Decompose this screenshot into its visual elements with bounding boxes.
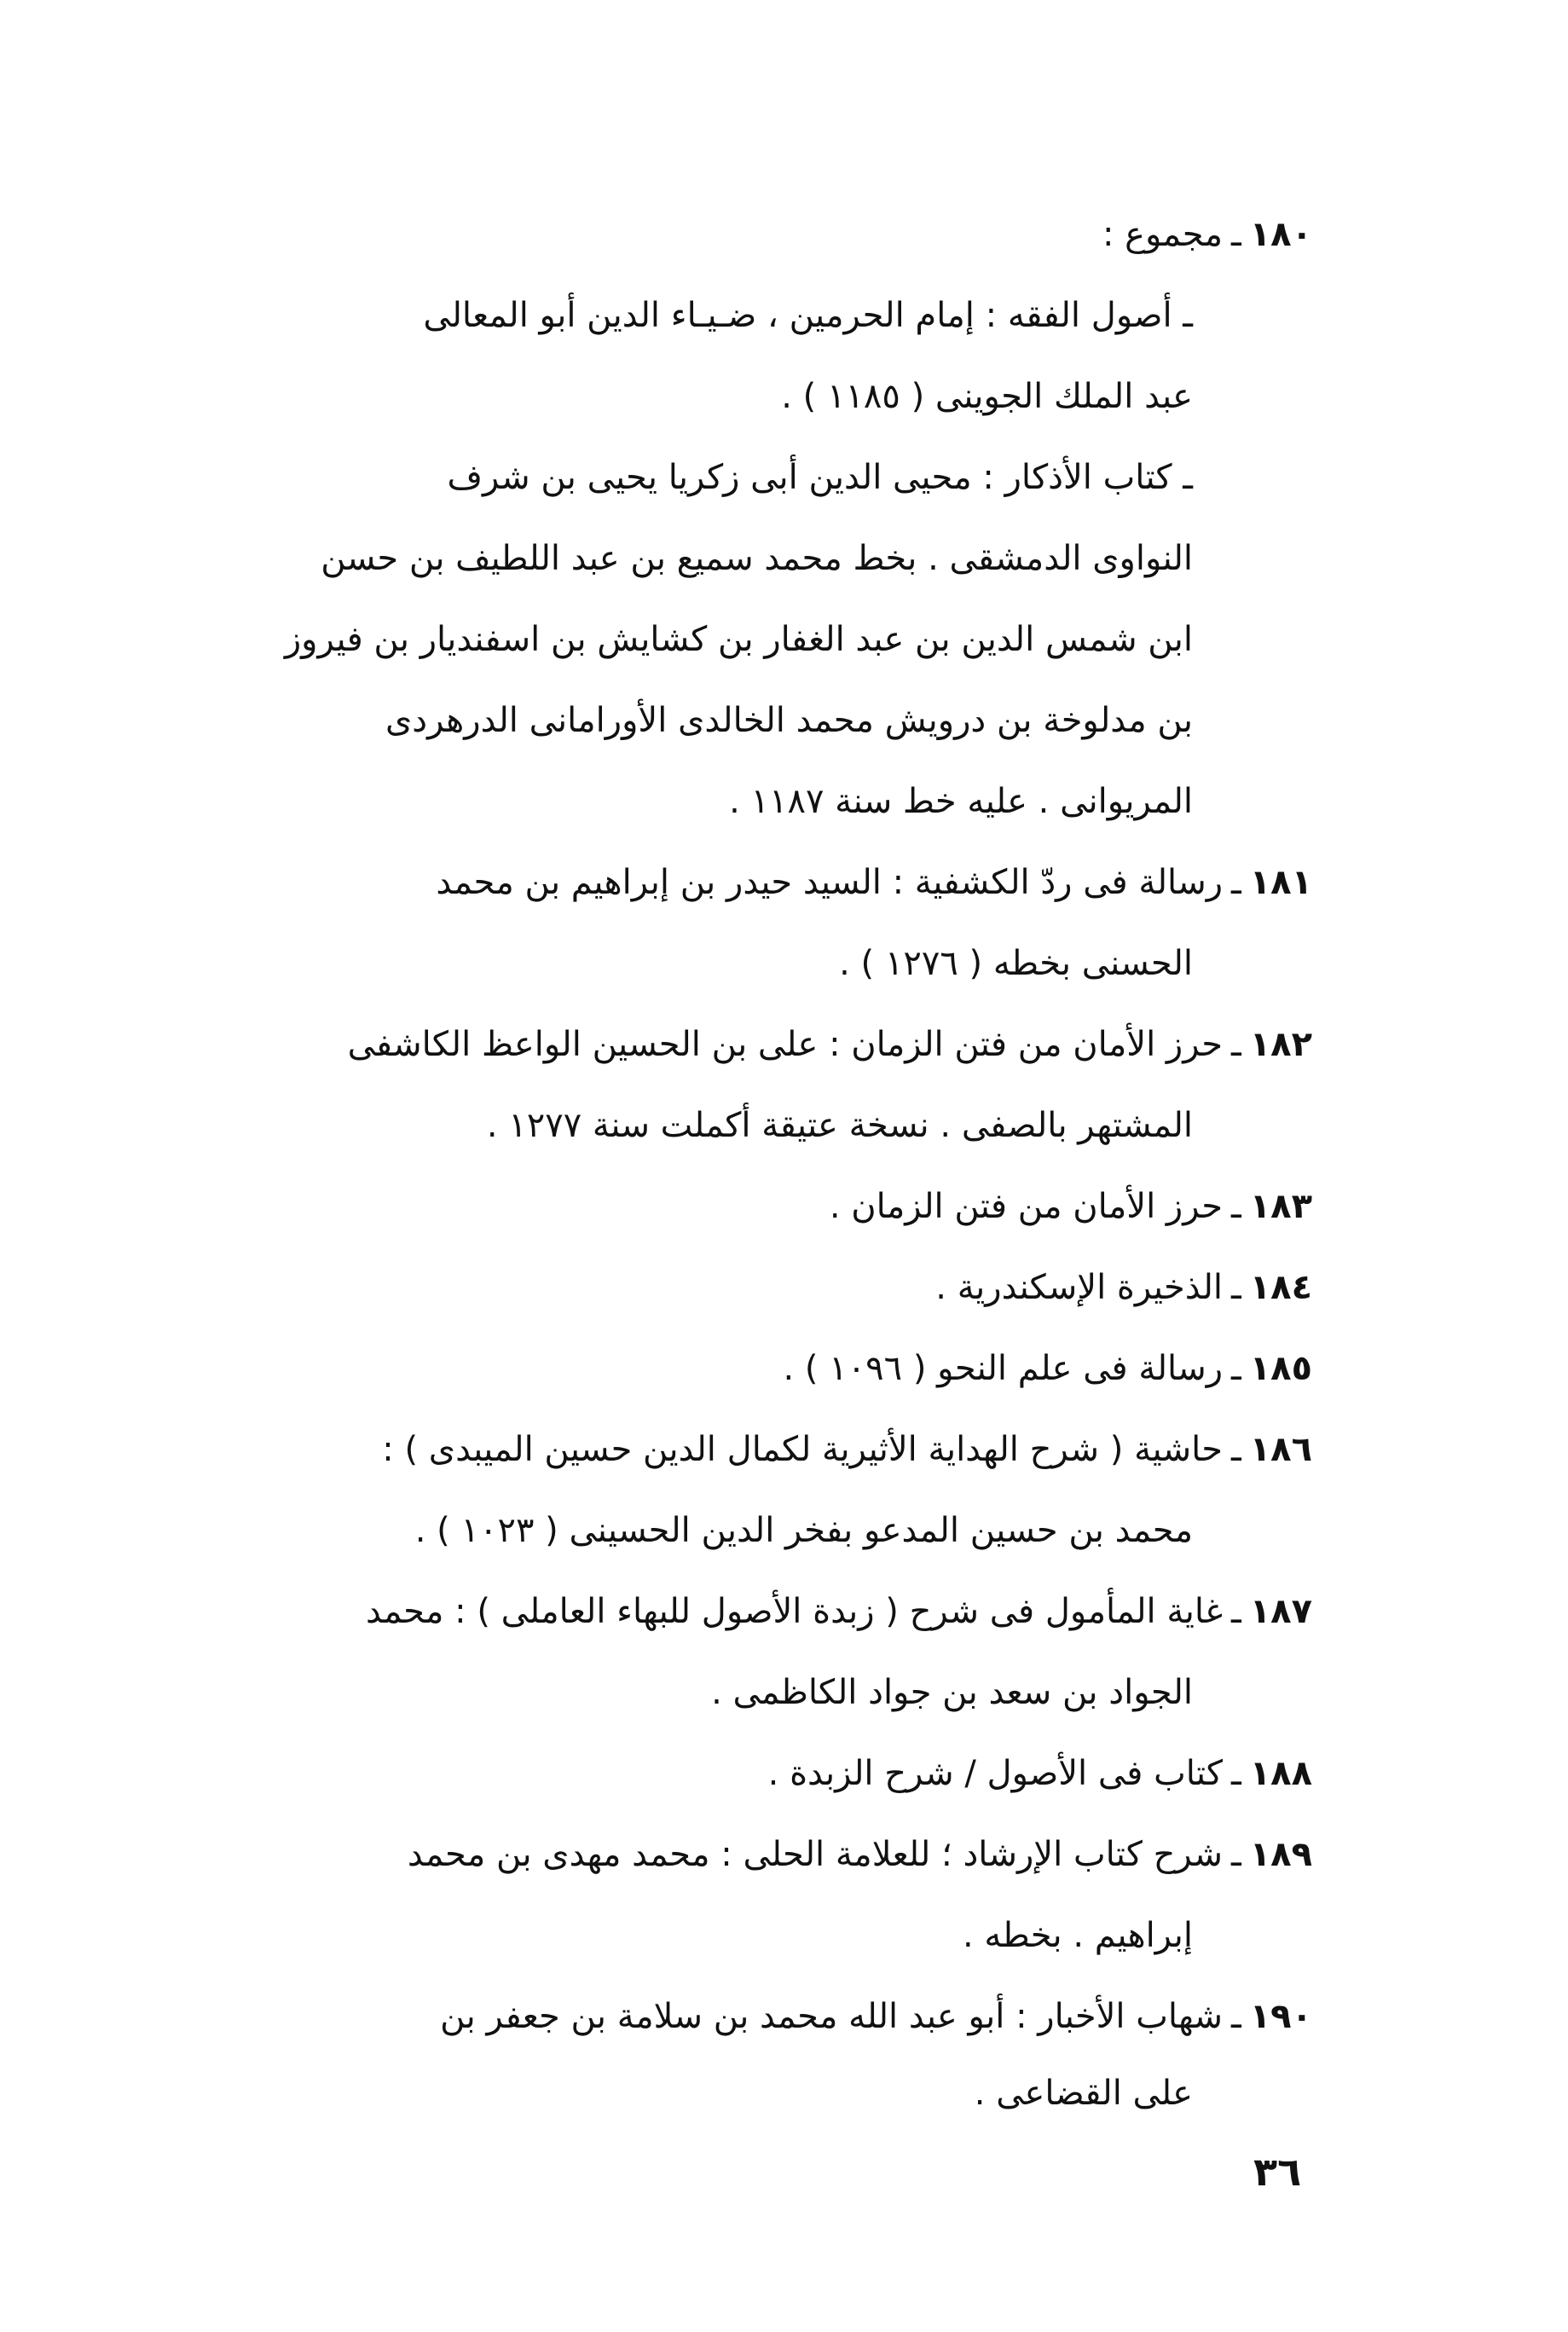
entry-186-title: ١٨٦ـحاشية ( شرح الهداية الأثيرية لكمال الدين حسين الميبدى ) :: [306, 1424, 1312, 1475]
entry-text: الجواد بن سعد بن جواد الكاظمى .: [711, 1673, 1193, 1712]
entry-number: ١٨٩: [1249, 1835, 1312, 1874]
entry-text: حرز الأمان من فتن الزمان : على بن الحسين الواعظ الكاشفى: [347, 1025, 1224, 1064]
entry-180-line-1: [187, 290, 1193, 341]
entry-text: حاشية ( شرح الهداية الأثيرية لكمال الدين حسين الميبدى ) :: [382, 1430, 1224, 1469]
entry-190-line-1: [204, 2068, 1193, 2119]
entry-180-title: ١٨٠ـمجموع :: [306, 209, 1312, 260]
entry-text: مجموع :: [1102, 215, 1224, 254]
entry-text: عبد الملك الجوينى ( ١١٨٥ ) .: [781, 377, 1193, 416]
entry-182-line-1: [204, 1100, 1193, 1151]
entry-184-title: ١٨٤ـالذخيرة الإسكندرية .: [306, 1262, 1312, 1313]
entry-text: على القضاعى .: [974, 2074, 1193, 2113]
entry-text: الحسنى بخطه ( ١٢٧٦ ) .: [839, 944, 1193, 983]
entry-180-line-5: [187, 614, 1193, 665]
entry-186-line-1: [204, 1505, 1193, 1556]
entry-180-line-2: [204, 371, 1193, 422]
entry-183-title: ١٨٣ـحرز الأمان من فتن الزمان .: [306, 1181, 1312, 1232]
entry-187-line-1: [204, 1667, 1193, 1718]
entry-181-title: ١٨١ـرسالة فى ردّ الكشفية : السيد حيدر بن إبراهيم بن محمد: [306, 857, 1312, 908]
entry-188-title: ١٨٨ـكتاب فى الأصول / شرح الزبدة .: [306, 1748, 1312, 1799]
entry-number: ١٨١: [1249, 863, 1312, 902]
entry-text: المشتهر بالصفى . نسخة عتيقة أكملت سنة ١٢٧٧ .: [486, 1106, 1193, 1145]
entry-number: ١٨٠: [1249, 215, 1312, 254]
entry-187-title: ١٨٧ـغاية المأمول فى شرح ( زبدة الأصول للبهاء العاملى ) : محمد: [306, 1586, 1312, 1637]
entry-text: بن مدلوخة بن درويش محمد الخالدى الأورامانى الدرهردى: [385, 701, 1193, 740]
entry-text: ـ أصول الفقه : إمام الحرمين ، ضـيـاء الدين أبو المعالى: [423, 296, 1193, 335]
entry-number: ١٩٠: [1249, 1997, 1312, 2036]
entry-180-line-4: [187, 533, 1193, 584]
entry-text: رسالة فى علم النحو ( ١٠٩٦ ) .: [783, 1349, 1224, 1388]
entry-text: الذخيرة الإسكندرية .: [935, 1268, 1224, 1307]
entry-text: رسالة فى ردّ الكشفية : السيد حيدر بن إبراهيم بن محمد: [436, 863, 1224, 902]
entry-number: ١٨٤: [1249, 1268, 1312, 1307]
entry-text: المريوانى . عليه خط سنة ١١٨٧ .: [729, 782, 1193, 821]
entry-text: شهاب الأخبار : أبو عبد الله محمد بن سلامة بن جعفر بن: [440, 1997, 1224, 2036]
entry-number: ١٨٨: [1249, 1754, 1312, 1793]
entry-181-line-1: [204, 938, 1193, 989]
entry-180-line-7: [204, 776, 1193, 827]
entry-182-title: ١٨٢ـحرز الأمان من فتن الزمان : على بن الحسين الواعظ الكاشفى: [306, 1019, 1312, 1070]
entry-number: ١٨٧: [1249, 1592, 1312, 1631]
entry-185-title: ١٨٥ـرسالة فى علم النحو ( ١٠٩٦ ) .: [306, 1343, 1312, 1394]
entry-number: ١٨٥: [1249, 1349, 1312, 1388]
entry-text: ـ كتاب الأذكار : محيى الدين أبى زكريا يحيى بن شرف: [447, 458, 1193, 497]
entry-text: النواوى الدمشقى . بخط محمد سميع بن عبد اللطيف بن حسن: [321, 539, 1193, 578]
entry-text: غاية المأمول فى شرح ( زبدة الأصول للبهاء العاملى ) : محمد: [366, 1592, 1224, 1631]
entry-text: كتاب فى الأصول / شرح الزبدة .: [767, 1754, 1224, 1793]
entry-190-title: ١٩٠ـشهاب الأخبار : أبو عبد الله محمد بن سلامة بن جعفر بن: [306, 1991, 1312, 2042]
entry-number: ١٨٦: [1249, 1430, 1312, 1469]
entry-text: حرز الأمان من فتن الزمان .: [829, 1187, 1224, 1226]
entry-text: شرح كتاب الإرشاد ؛ للعلامة الحلى : محمد مهدى بن محمد: [407, 1835, 1224, 1874]
entry-number: ١٨٣: [1249, 1187, 1312, 1226]
entry-text: محمد بن حسين المدعو بفخر الدين الحسينى ( ١٠٢٣ ) .: [414, 1511, 1193, 1550]
entry-180-line-3: [187, 452, 1193, 503]
entry-189-title: ١٨٩ـشرح كتاب الإرشاد ؛ للعلامة الحلى : محمد مهدى بن محمد: [306, 1829, 1312, 1880]
entry-text: إبراهيم . بخطه .: [963, 1916, 1193, 1955]
entry-number: ١٨٢: [1249, 1025, 1312, 1064]
entry-180-line-6: [187, 695, 1193, 746]
page-number: ٣٦: [1253, 2149, 1302, 2195]
entry-text: ابن شمس الدين بن عبد الغفار بن كشايش بن اسفنديار بن فيروز: [284, 620, 1193, 659]
entry-189-line-1: [204, 1910, 1193, 1961]
